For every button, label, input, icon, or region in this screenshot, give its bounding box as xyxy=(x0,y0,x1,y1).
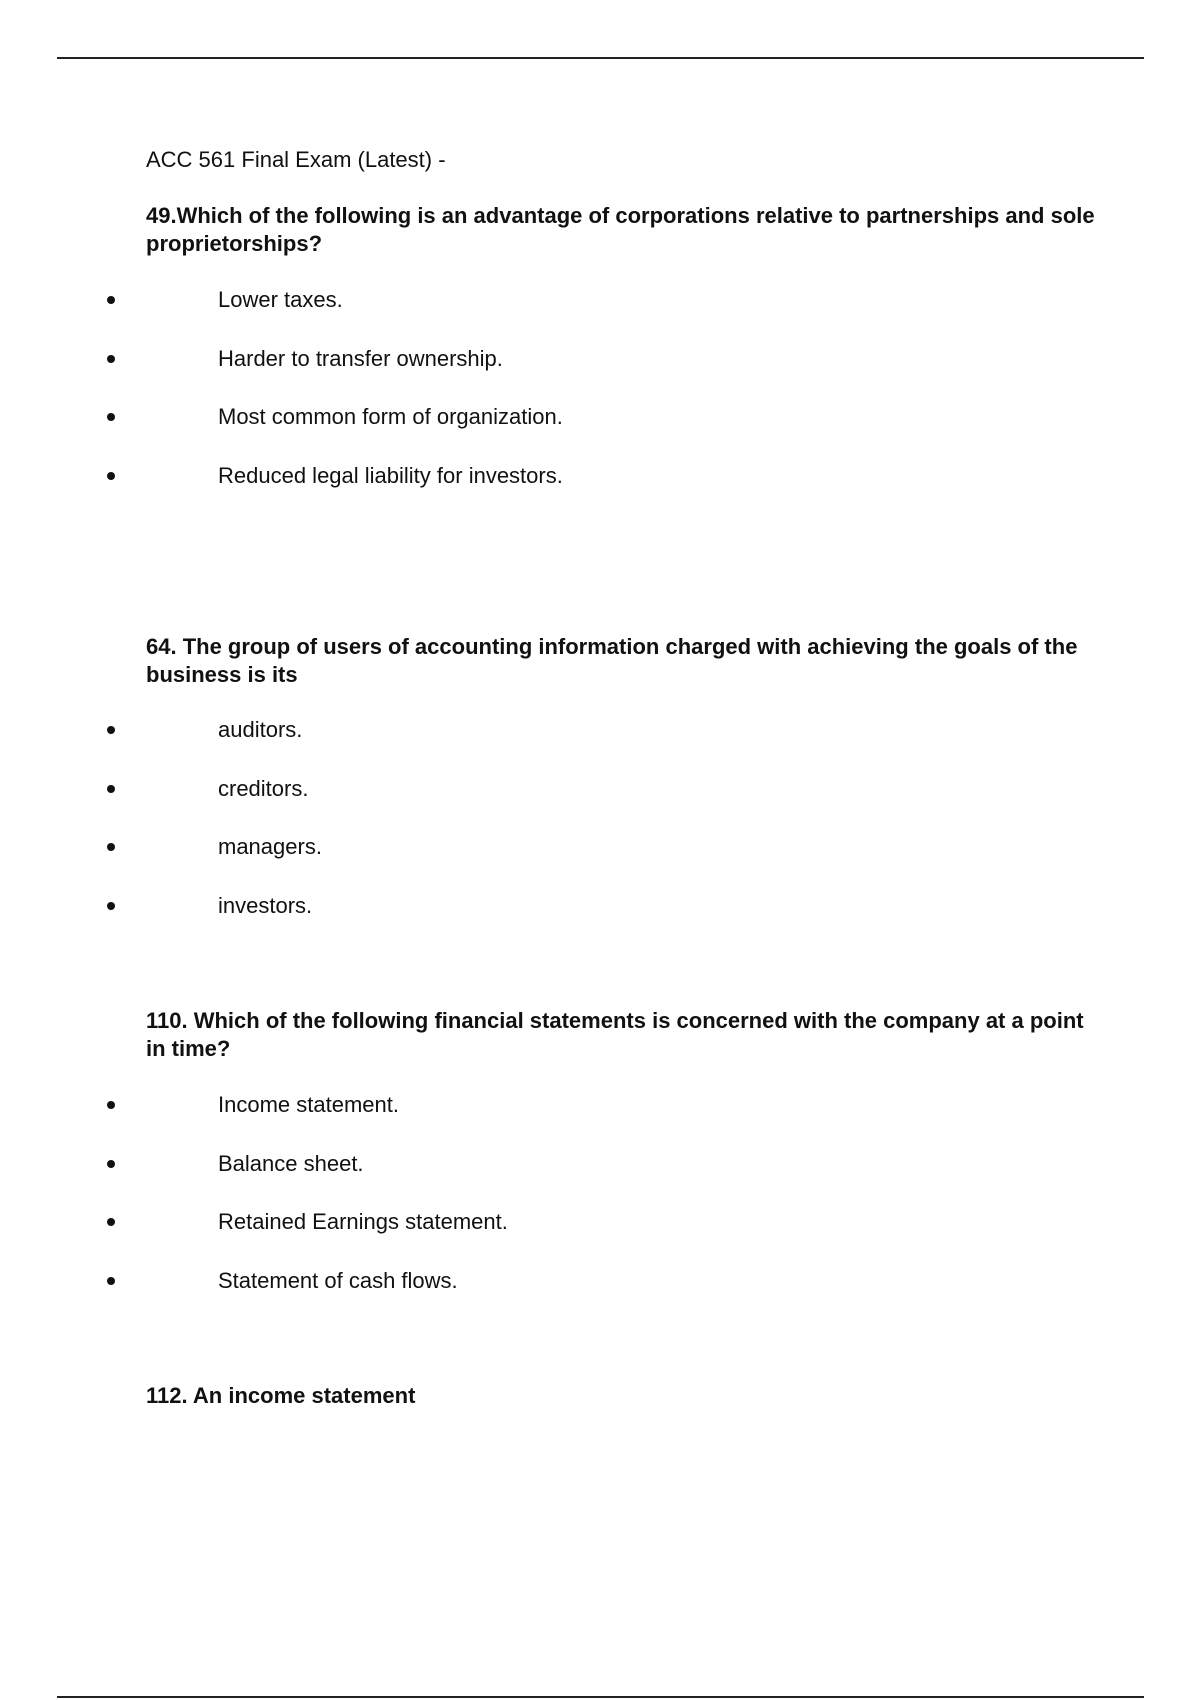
bullet-icon xyxy=(107,296,115,304)
bullet-icon xyxy=(107,413,115,421)
option-text: managers. xyxy=(218,834,322,859)
bullet-icon xyxy=(107,355,115,363)
bullet-icon xyxy=(107,726,115,734)
option-text: Lower taxes. xyxy=(218,287,343,312)
question-112-text: 112. An income statement xyxy=(146,1383,416,1408)
option-text: Income statement. xyxy=(218,1092,399,1117)
option-text: Balance sheet. xyxy=(218,1150,364,1176)
header-rule xyxy=(57,57,1144,59)
option-text: Most common form of organization. xyxy=(218,404,563,429)
bullet-icon xyxy=(107,1160,115,1168)
option-text: Retained Earnings statement. xyxy=(218,1209,508,1234)
option-text: Reduced legal liability for investors. xyxy=(218,462,563,488)
bullet-icon xyxy=(107,843,115,851)
bullet-icon xyxy=(107,785,115,793)
question-64-text: 64. The group of users of accounting information charged with achieving the goals of the business is its xyxy=(146,634,1078,687)
option-text: investors. xyxy=(218,892,313,918)
document-title: ACC 561 Final Exam (Latest) - xyxy=(146,147,446,172)
bullet-icon xyxy=(107,1218,115,1226)
bullet-icon xyxy=(107,1277,115,1285)
question-49-text: 49.Which of the following is an advantage of corporations relative to partnerships and sole proprietorships? xyxy=(146,203,1095,256)
option-text: creditors. xyxy=(218,775,309,801)
bullet-icon xyxy=(107,472,115,480)
bullet-icon xyxy=(107,1101,115,1109)
option-text: auditors. xyxy=(218,717,303,742)
option-text: Statement of cash flows. xyxy=(218,1267,458,1293)
question-110-text: 110. Which of the following financial statements is concerned with the company at a point in time? xyxy=(146,1008,1084,1061)
footer-rule xyxy=(57,1696,1144,1698)
option-text: Harder to transfer ownership. xyxy=(218,345,503,371)
bullet-icon xyxy=(107,902,115,910)
